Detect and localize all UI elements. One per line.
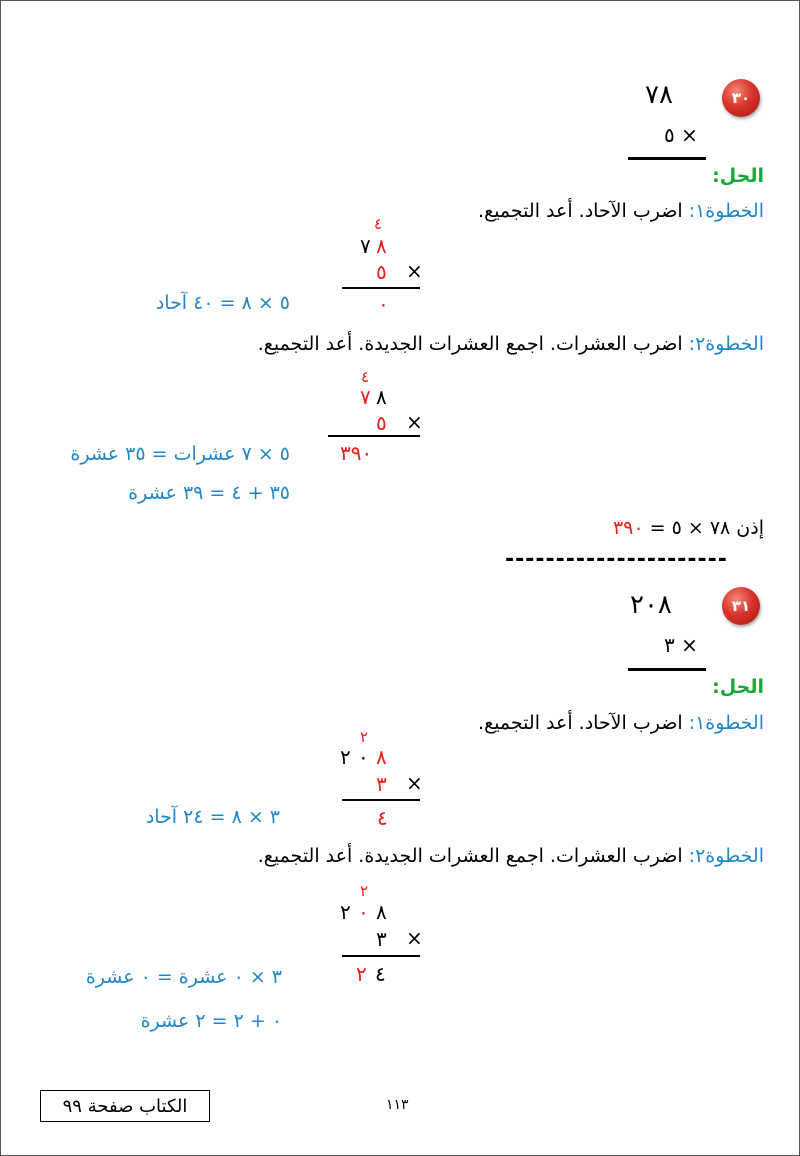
p30-s1-note: ٥ × ٨ = ٤٠ آحاد — [155, 292, 290, 314]
problem-30-badge: ٣٠ — [722, 79, 760, 117]
p31-step1-label: الخطوة١: — [688, 712, 764, 734]
p31-s2-top-ones: ٨ — [376, 900, 387, 924]
p30-s2-result: ٣٩٠ — [340, 441, 373, 465]
p30-conclusion-expr: ٧٨ × ٥ = — [649, 517, 731, 539]
p31-s2-result-tens: ٢ — [356, 962, 367, 986]
p31-step2-text: اضرب العشرات. اجمع العشرات الجديدة. أعد التجميع. — [257, 845, 683, 867]
p31-s2-top-hundreds: ٢ — [340, 900, 351, 924]
p30-step2-label: الخطوة٢: — [688, 333, 764, 355]
p30-step1-text: اضرب الآحاد. أعد التجميع. — [478, 200, 683, 222]
page-number: ١١٣ — [386, 1097, 409, 1113]
p31-result-line — [628, 668, 706, 671]
p31-s1-top-tens: ٠ — [358, 745, 369, 769]
p31-s2-top-tens: ٠ — [358, 900, 369, 924]
p30-conclusion — [613, 517, 764, 539]
p30-top-number: ٧٨ — [645, 80, 673, 110]
p31-step2 — [258, 845, 764, 867]
p30-s1-times: × — [406, 259, 423, 283]
p30-step1 — [478, 200, 764, 222]
p30-s2-carry: ٤ — [361, 368, 370, 386]
p30-solution-label: الحل: — [712, 165, 764, 187]
p31-s2-note1: ٣ × ٠ عشرة = ٠ عشرة — [85, 966, 282, 988]
p31-multiplier-row: ٣ × — [664, 633, 698, 657]
p31-s1-note: ٣ × ٨ = ٢٤ آحاد — [145, 806, 280, 828]
p31-top-number: ٢٠٨ — [630, 590, 672, 620]
p30-s2-top-ones: ٨ — [376, 385, 387, 409]
p30-s2-top-tens: ٧ — [360, 385, 371, 409]
p31-s1-top-ones: ٨ — [376, 745, 387, 769]
p31-s2-result-ones: ٤ — [375, 962, 386, 986]
p30-step2-text: اضرب العشرات. اجمع العشرات الجديدة. أعد التجميع. — [257, 333, 683, 355]
p30-result-line — [628, 157, 706, 160]
p30-s2-mult: ٥ — [376, 411, 387, 435]
problem-31-badge: ٣١ — [722, 587, 760, 625]
p31-s1-line — [342, 799, 420, 801]
p31-solution-label: الحل: — [712, 676, 764, 698]
p30-s2-times: × — [406, 410, 423, 434]
p31-step1-text: اضرب الآحاد. أعد التجميع. — [478, 712, 683, 734]
p31-s1-times: × — [406, 771, 423, 795]
p31-s2-mult: ٣ — [376, 927, 387, 951]
p31-s2-carry: ٢ — [360, 882, 369, 900]
p31-s2-times: × — [406, 926, 423, 950]
p30-s1-top-ones: ٨ — [376, 234, 387, 258]
p31-step2-label: الخطوة٢: — [688, 845, 764, 867]
p31-s1-mult: ٣ — [376, 772, 387, 796]
p31-s1-top-hundreds: ٢ — [340, 745, 351, 769]
p30-s2-note2: ٣٥ + ٤ = ٣٩ عشرة — [128, 482, 290, 504]
p31-s1-carry: ٢ — [360, 728, 369, 746]
problem-separator: ---------------------- — [505, 547, 728, 572]
p31-s2-note2: ٠ + ٢ = ٢ عشرة — [140, 1010, 282, 1032]
p30-multiplier-row: ٥ × — [664, 123, 698, 147]
p30-s2-note1: ٥ × ٧ عشرات = ٣٥ عشرة — [70, 443, 290, 465]
book-page-reference: الكتاب صفحة ٩٩ — [40, 1090, 210, 1122]
p30-conclusion-result: ٣٩٠ — [612, 517, 644, 539]
p30-s1-top-tens: ٧ — [360, 234, 371, 258]
p30-s1-mult: ٥ — [376, 260, 387, 284]
p30-step2 — [258, 333, 764, 355]
p30-s1-carry: ٤ — [374, 215, 383, 233]
p30-step1-label: الخطوة١: — [688, 200, 764, 222]
p30-s2-line — [328, 435, 420, 437]
p31-step1 — [478, 712, 764, 734]
p30-s1-line — [342, 287, 420, 289]
p30-conclusion-prefix: إذن — [736, 517, 764, 539]
p30-s1-result: ٠ — [378, 292, 389, 316]
p31-s2-line — [342, 955, 420, 957]
p31-s1-result: ٤ — [377, 806, 388, 830]
